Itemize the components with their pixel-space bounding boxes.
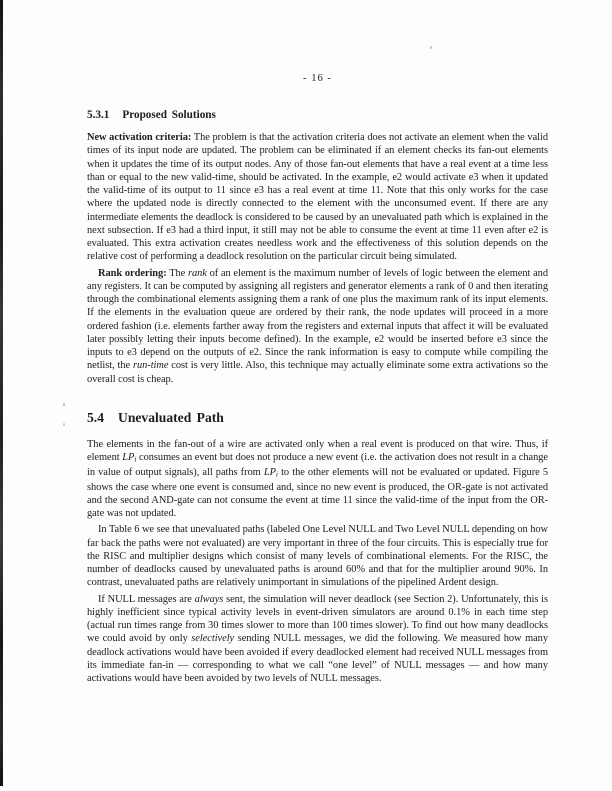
paragraph-rank-ordering: Rank ordering: The rank of an element is the maximum number of levels of logic between the element and any registers. It can be computed by assigning all registers and generator elements a rank of 0 and then iterating through the combinational elements assigning them a rank of one plus the maximum rank of its input elements. If the elements in the evaluation queue are ordered by their rank, the node updates will proceed in a more ordered fashion (i.e. elements farther away from the registers and external inputs that affect it will be evaluated later possibly letting their inputs become defined). In the example, e2 would be inserted before e3 since the inputs to e3 depend on the outputs of e2. Since the rank information is easy to compute while compiling the netlist, the run-time cost is very little. Also, this technique may actually eliminate some extra activations so the overall cost is cheap. [87, 267, 548, 385]
scan-speck [430, 46, 432, 49]
heading-section-number: 5.3.1 [87, 109, 110, 121]
scan-edge-artifact [0, 0, 3, 786]
paragraph-new-activation-criteria: New activation criteria: The problem is that the activation criteria does not activate an element when the valid times of its input node are updated. The problem can be eliminated if an element checks its fan-out elements when it updates the time of its output nodes. Any of those fan-out elements that have a real event at a time less than or equal to the new valid-time, should be activated. In the example, e2 would activate e3 when it updated the valid-time of its output to 11 since e3 has a real event at time 11. Note that this only works for the case where the updated node is directly connected to the element with the unconsumed event. If there are any intermediate elements the deadlock is considered to be caused by an unevaluated path which is explained in the next subsection. If e3 had a third input, it still may not be able to consume the event at time 11 even after e2 is evaluated. This extra activation creates needless work and the effectiveness of this solution depends on the relative cost of performing a deadlock resolution on the particular circuit being simulated. [87, 132, 548, 263]
heading-section-title: Unevaluated Path [118, 409, 224, 425]
heading-unevaluated-path [87, 410, 548, 426]
scan-speck [63, 403, 65, 406]
page-number: - 16 - [303, 73, 332, 84]
heading-proposed-solutions [87, 108, 548, 122]
scan-speck [63, 423, 65, 426]
page-content [87, 72, 548, 685]
paragraph-table6-results: In Table 6 we see that unevaluated paths (labeled One Level NULL and Two Level NULL depending on how far back the paths were not evaluated) are very important in three of the four circuits. This is especially true for the RISC and multiplier designs which consist of many levels of combinational elements. For the RISC, the number of deadlocks caused by unevaluated paths is around 60% and that for the multiplier around 90%. In contrast, unevaluated paths are relatively unimportant in simulations of the pipelined Ardent design. [87, 524, 548, 589]
heading-section-number: 5.4 [87, 409, 104, 425]
paragraph-fanout-activation: The elements in the fan-out of a wire are activated only when a real event is produced on that wire. Thus, if element LPi consumes an event but does not produce a new event (i.e. the activation does not result in a change in value of output signals), all paths from LPi to the other elements will not be evaluated or updated. Figure 5 shows the case where one event is consumed and, since no new event is produced, the OR-gate is not activated and the second AND-gate can not consume the event at time 11 since the valid-time of the input from the OR-gate was not updated. [87, 438, 548, 519]
paragraph-null-messages: If NULL messages are always sent, the simulation will never deadlock (see Section 2). Unfortunately, this is highly inefficient since typical activity levels in event-driven simulators are around 0.1% in each time step (actual run times range from 30 times slower to more than 100 times slower). To find out how many deadlocks we could avoid by only selectively sending NULL messages, we did the following. We measured how many deadlock activations would have been avoided if every deadlocked element had received NULL messages from its immediate fan-in — corresponding to what we call “one level” of NULL messages — and how many activations would have been avoided by two levels of NULL messages. [87, 593, 549, 684]
heading-section-title: Proposed Solutions [122, 109, 216, 121]
